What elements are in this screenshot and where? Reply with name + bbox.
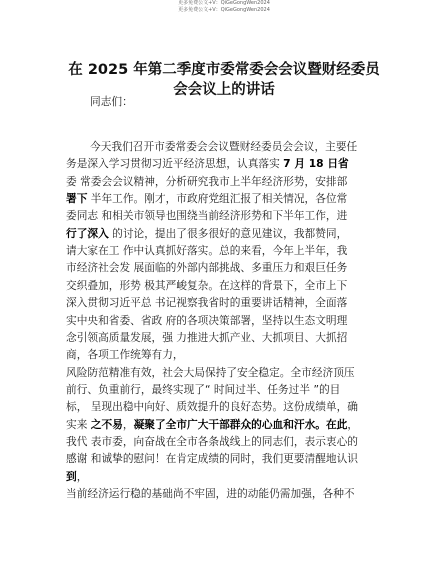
text-line (66, 418, 358, 432)
text-run: ， (122, 417, 134, 431)
text-run: 当前经济运行稳的基础尚不牢固，进的动能仍需加强，各种不 (66, 487, 355, 500)
text-line (66, 175, 347, 189)
text-line (66, 383, 340, 397)
title-line: 会会议上的讲话 (173, 82, 275, 98)
bold-text: 之不易 (90, 417, 123, 431)
text-run: 请大家在工 作中认真抓好落实。总的来看，今年上半年，我 (66, 244, 348, 258)
text-line (66, 435, 358, 449)
text-run: 标， 呈现出稳中向好、质效提升的良好态势。这份成绩单，确 (66, 400, 358, 414)
text-line (66, 331, 347, 345)
document-title (40, 60, 408, 100)
salutation: 同志们： (90, 95, 133, 108)
text-run: 的讨论，提出了很多很好的意见建议，我都赞同， (108, 226, 348, 240)
text-line (66, 279, 347, 293)
text-run: 深入贯彻习近平总 书记视察我省时的重要讲话精神，全面落 (66, 296, 348, 310)
text-line (66, 470, 87, 484)
title-line: 在 2025 年第二季度市委常委会会议暨财经委员 (68, 62, 380, 78)
text-run: 实中央和省委、省政 府的各项决策部署，坚持以生态文明理 (66, 313, 348, 327)
text-run: 今天我们召开市委常委会会议暨财经委员会会议，主要任 (90, 140, 358, 153)
bold-text: 凝聚了全市广大干部群众的心血和汗水。在此 (133, 417, 348, 431)
text-run: 交织叠加，形势 极其严峻复杂。在这样的背景下，全市上下 (66, 278, 348, 292)
bold-text: 署下 (66, 192, 88, 206)
text-run: 商，各项工作统筹有力， (66, 348, 184, 362)
text-line (66, 366, 355, 380)
text-run: 我代 表市委，向奋战在全市各条战线上的同志们，表示衷心的 (66, 434, 358, 448)
text-run: 务是深入学习贯彻习近平经济思想，认真落实 (66, 157, 284, 171)
text-run: 前行、负重前行，最终实现了“ 时间过半、任务过半 ”的目 (66, 382, 341, 396)
text-line (66, 314, 347, 328)
text-run: 委同志 和相关市领导也围绕当前经济形势和下半年工作，进 (66, 209, 348, 223)
text-line (66, 209, 347, 223)
text-line (90, 140, 357, 154)
text-run: 念引领高质量发展，强 力推进大抓产业、大抓项目、大抓招 (66, 330, 348, 344)
bold-text: 7 月 18 日省 (283, 157, 349, 171)
text-run: 风险防范精准有效，社会大局保持了安全稳定。全市经济顶压 (66, 365, 355, 379)
header-note: 更多免费公文+V：QiGeGongWen2024 (178, 0, 270, 6)
text-run: 委 常委会会议精神，分析研究我市上半年经济形势，安排部 (66, 174, 348, 188)
text-line (66, 244, 347, 258)
text-run: 实来 (66, 417, 91, 431)
text-line (66, 261, 347, 275)
text-run: 市经济社会发 展面临的外部内部挑战、多重压力和艰巨任务 (66, 261, 348, 275)
text-line (66, 348, 184, 362)
text-run: 感谢 和诚挚的慰问！在肯定成绩的同时，我们更要清醒地认识 (66, 452, 358, 466)
text-run: ， (76, 469, 88, 483)
text-line (66, 487, 355, 501)
bold-text: 到 (66, 469, 77, 483)
header-notes (0, 0, 448, 14)
text-run: 半年工作。刚才，市政府党组汇报了相关情况，各位常 (87, 192, 348, 206)
text-line (66, 157, 349, 171)
bold-text: 行了深入 (66, 226, 109, 240)
text-run: ， (347, 417, 359, 431)
text-line (66, 296, 347, 310)
header-note: 更多免费公文+V：QiGeGongWen2024 (178, 7, 270, 13)
text-line (66, 227, 347, 241)
text-line (66, 452, 358, 466)
text-line (66, 400, 358, 414)
text-line (66, 192, 347, 206)
